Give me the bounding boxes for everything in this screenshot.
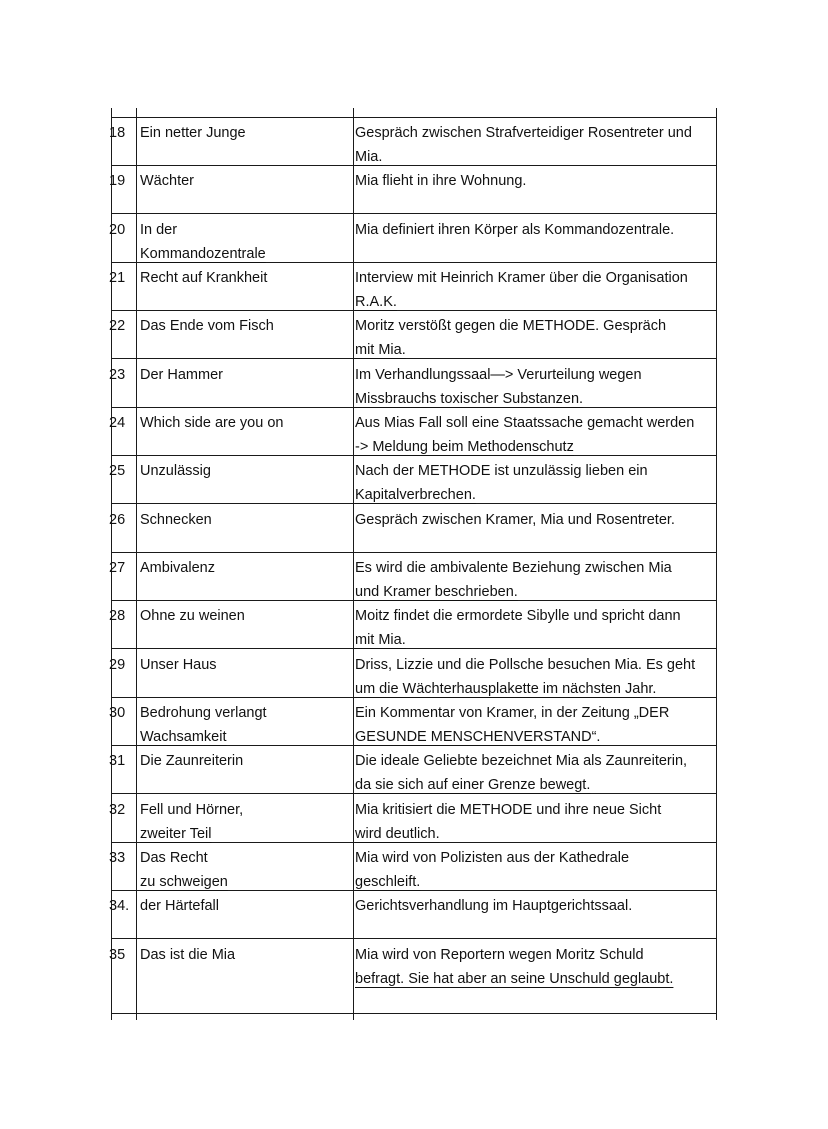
chapter-summary: [355, 459, 721, 507]
chapter-summary-line: R.A.K.: [355, 294, 397, 310]
chapter-number: 32: [109, 802, 126, 818]
row-border: [111, 213, 717, 214]
chapter-summary: [355, 508, 721, 532]
chapter-title: [140, 508, 350, 532]
chapter-summary-line: Moitz findet die ermordete Sibylle und spricht dann: [355, 608, 681, 624]
chapter-summary-line: Nach der METHODE ist unzulässig lieben ein: [355, 463, 648, 479]
chapter-summary-line: Gespräch zwischen Kramer, Mia und Rosentreter.: [355, 512, 675, 528]
chapter-summary: [355, 943, 721, 991]
chapter-title-line: Das Recht: [140, 850, 208, 866]
chapter-title-line: Schnecken: [140, 512, 212, 528]
chapter-number: 28: [109, 608, 126, 624]
chapter-summary-line: -> Meldung beim Methodenschutz: [355, 439, 574, 455]
chapter-title-line: Which side are you on: [140, 415, 284, 431]
chapter-summary-line: Mia.: [355, 149, 383, 165]
chapter-summary: [355, 798, 721, 846]
chapter-summary-line: Interview mit Heinrich Kramer über die Organisation: [355, 270, 688, 286]
chapter-summary-line: Mia wird von Reportern wegen Moritz Schuld: [355, 947, 644, 963]
chapter-title-line: Das Ende vom Fisch: [140, 318, 274, 334]
chapter-summary-line: geschleift.: [355, 874, 421, 890]
chapter-number: 23: [109, 367, 126, 383]
chapter-title: [140, 943, 350, 967]
row-border: [111, 1013, 717, 1014]
chapter-title: [140, 411, 350, 435]
chapter-summary: [355, 556, 721, 604]
chapter-title-line: In der: [140, 222, 178, 238]
chapter-summary-line: wird deutlich.: [355, 826, 440, 842]
chapter-title: [140, 846, 350, 894]
chapter-summary-line: Mia kritisiert die METHODE und ihre neue Sicht: [355, 802, 662, 818]
chapter-title: [140, 556, 350, 580]
chapter-number: 29: [109, 657, 126, 673]
chapter-summary: [355, 749, 721, 797]
chapter-summary: [355, 701, 721, 749]
chapter-summary: [355, 169, 721, 193]
chapter-title-line: Die Zaunreiterin: [140, 753, 244, 769]
chapter-title: [140, 749, 350, 773]
chapter-summary: [355, 121, 721, 169]
column-border-2: [353, 108, 354, 1020]
chapter-title-line: der Härtefall: [140, 898, 219, 914]
chapter-title: [140, 314, 350, 338]
chapter-summary: [355, 653, 721, 701]
chapter-summary-line: Aus Mias Fall soll eine Staatssache gemacht werden: [355, 415, 695, 431]
row-border: [111, 938, 717, 939]
chapter-summary-line: Ein Kommentar von Kramer, in der Zeitung „DER: [355, 705, 670, 721]
chapter-number: 35: [109, 947, 126, 963]
chapter-title-line: Wachsamkeit: [140, 729, 227, 745]
chapter-title-line: Der Hammer: [140, 367, 223, 383]
chapter-number: 25: [109, 463, 126, 479]
chapter-number: 33: [109, 850, 126, 866]
chapter-title: [140, 604, 350, 628]
chapter-number: 18: [109, 125, 126, 141]
chapter-summary: [355, 604, 721, 652]
chapter-summary-line: Es wird die ambivalente Beziehung zwischen Mia: [355, 560, 672, 576]
chapter-number: 22: [109, 318, 126, 334]
chapter-number: 27: [109, 560, 126, 576]
chapter-summary-line: Im Verhandlungssaal—> Verurteilung wegen: [355, 367, 642, 383]
row-border: [111, 552, 717, 553]
chapter-title: [140, 459, 350, 483]
chapter-summary-line: Moritz verstößt gegen die METHODE. Gespräch: [355, 318, 667, 334]
chapter-title: [140, 653, 350, 677]
chapter-summary-line: Kapitalverbrechen.: [355, 487, 476, 503]
chapter-title: [140, 266, 350, 290]
chapter-title: [140, 169, 350, 193]
chapter-summary-line: mit Mia.: [355, 342, 406, 358]
chapter-title-line: zweiter Teil: [140, 826, 212, 842]
chapter-summary-line: mit Mia.: [355, 632, 406, 648]
row-border: [111, 117, 717, 118]
chapter-number: 24: [109, 415, 126, 431]
chapter-summary-line: und Kramer beschrieben.: [355, 584, 518, 600]
chapter-title-line: Ein netter Junge: [140, 125, 246, 141]
chapter-summary-line: Missbrauchs toxischer Substanzen.: [355, 391, 584, 407]
chapter-number: 21: [109, 270, 126, 286]
chapter-title-line: Recht auf Krankheit: [140, 270, 268, 286]
chapter-summary: [355, 363, 721, 411]
chapter-title: [140, 894, 350, 918]
chapter-number: 34.: [109, 898, 130, 914]
chapter-summary: [355, 314, 721, 362]
chapter-summary-line: Mia definiert ihren Körper als Kommandozentrale.: [355, 222, 675, 238]
chapter-title: [140, 798, 350, 846]
chapter-title: [140, 701, 350, 749]
chapter-summary-line: da sie sich auf einer Grenze bewegt.: [355, 777, 591, 793]
chapter-summary: [355, 894, 721, 918]
chapter-number: 26: [109, 512, 126, 528]
chapter-summary-line: Mia flieht in ihre Wohnung.: [355, 173, 527, 189]
chapter-summary: [355, 218, 721, 242]
chapter-title-line: Wächter: [140, 173, 194, 189]
chapter-title-line: zu schweigen: [140, 874, 228, 890]
chapter-summary-line: Gerichtsverhandlung im Hauptgerichtssaal.: [355, 898, 633, 914]
chapter-summary-line: Driss, Lizzie und die Pollsche besuchen Mia. Es geht: [355, 657, 696, 673]
chapter-number: 19: [109, 173, 126, 189]
chapter-summary-line: Gespräch zwischen Strafverteidiger Rosentreter und: [355, 125, 692, 141]
chapter-title-line: Bedrohung verlangt: [140, 705, 267, 721]
chapter-summary: [355, 846, 721, 894]
chapter-number: 31: [109, 753, 126, 769]
chapter-summary-line: befragt. Sie hat aber an seine Unschuld geglaubt.: [355, 971, 674, 987]
chapter-summary: [355, 266, 721, 314]
chapter-title-line: Das ist die Mia: [140, 947, 236, 963]
chapter-title-line: Ambivalenz: [140, 560, 215, 576]
chapter-title-line: Unser Haus: [140, 657, 217, 673]
chapter-title: [140, 363, 350, 387]
chapter-summary-line: Die ideale Geliebte bezeichnet Mia als Zaunreiterin,: [355, 753, 688, 769]
chapter-number: 30: [109, 705, 126, 721]
chapter-title-line: Unzulässig: [140, 463, 211, 479]
chapter-title-line: Fell und Hörner,: [140, 802, 244, 818]
chapter-summary-line: GESUNDE MENSCHENVERSTAND“.: [355, 729, 601, 745]
chapter-summary-line: Mia wird von Polizisten aus der Kathedrale: [355, 850, 630, 866]
chapter-summary-line: um die Wächterhausplakette im nächsten Jahr.: [355, 681, 657, 697]
column-border-1: [136, 108, 137, 1020]
chapter-title-line: Ohne zu weinen: [140, 608, 245, 624]
chapter-summary: [355, 411, 721, 459]
chapter-title: [140, 218, 350, 266]
chapter-title: [140, 121, 350, 145]
chapter-title-line: Kommandozentrale: [140, 246, 266, 262]
chapter-number: 20: [109, 222, 126, 238]
